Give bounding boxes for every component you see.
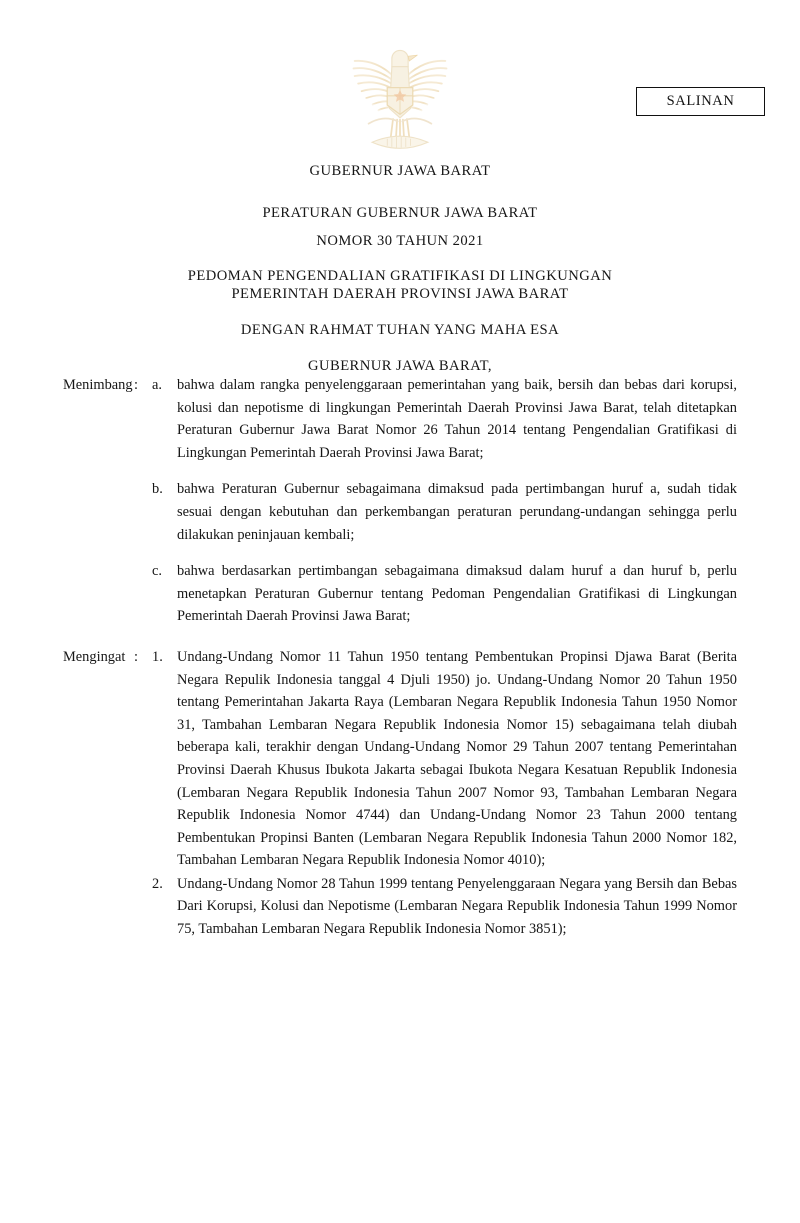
clause-item [152,646,737,872]
document-subject-line-1: PEDOMAN PENGENDALIAN GRATIFIKASI DI LINGKUNGAN [187,267,613,284]
signatory-heading: GUBERNUR JAWA BARAT, [308,357,492,374]
item-marker: b. [152,481,163,498]
clause-item [152,873,737,941]
document-type-heading: PERATURAN GUBERNUR JAWA BARAT [262,204,538,221]
clause-colon-mengingat: : [134,648,138,665]
institution-heading: GUBERNUR JAWA BARAT [309,163,491,179]
document-subject-line-2: PEMERINTAH DAERAH PROVINSI JAWA BARAT [231,286,569,303]
document-body [0,374,800,941]
blessing-line: DENGAN RAHMAT TUHAN YANG MAHA ESA [240,321,560,338]
item-text: Undang-Undang Nomor 11 Tahun 1950 tentang Pembentukan Propinsi Djawa Barat (Berita Negara Repulik Indonesia tanggal 4 Djuli 1950) jo. Undang-Undang Nomor 20 Tahun 1950 tentang Pemerintahan Jakarta Raya (Lembaran Negara Republik Indonesia Tahun 1950 Nomor 31, Tambahan Lembaran Negara Republik Indonesia Nomor 15) sebagaimana telah diubah beberapa kali, terakhir dengan Undang-Undang Nomor 29 Tahun 2007 tentang Pemerintahan Provinsi Daerah Khusus Ibukota Jakarta sebagai Ibukota Negara Kesatuan Republik Indonesia (Lembaran Negara Republik Indonesia Tahun 2007 Nomor 93, Tambahan Lembaran Negara Republik Indonesia Nomor 4744) dan Undang-Undang Nomor 23 Tahun 2000 tentang Pembentukan Propinsi Banten (Lembaran Negara Republik Indonesia Tahun 2000 Nomor 182, Tambahan Lembaran Negara Republik Indonesia Nomor 4010); [177,648,737,869]
clause-items-menimbang [152,374,800,628]
item-marker: 1. [152,648,163,665]
document-number: NOMOR 30 TAHUN 2021 [316,233,484,250]
clause-item [152,560,737,628]
item-marker: a. [152,377,162,393]
item-marker: c. [152,563,162,580]
item-text: bahwa dalam rangka penyelenggaraan pemerintahan yang baik, bersih dan bebas dari korupsi, kolusi dan nepotisme di lingkungan Pemerintah Daerah Provinsi Jawa Barat, telah ditetapkan Peraturan Gubernur Jawa Barat Nomor 26 Tahun 2014 tentang Pengendalian Gratifikasi di Lingkungan Pemerintah Daerah Provinsi Jawa Barat; [177,377,737,461]
clause-mengingat [0,646,800,941]
clause-items-mengingat [152,646,800,941]
item-marker: 2. [152,875,163,892]
clause-colon-menimbang: : [134,377,138,393]
document-title-block [0,164,800,373]
salinan-stamp-box [636,87,765,116]
clause-label-menimbang: Menimbang [63,377,133,393]
clause-item [152,478,737,546]
item-text: bahwa berdasarkan pertimbangan sebagaimana dimaksud dalam huruf a dan huruf b, perlu menetapkan Peraturan Gubernur tentang Pedoman Pengendalian Gratifikasi di Lingkungan Pemerintah Daerah Provinsi Jawa Barat; [177,563,737,625]
clause-menimbang [0,374,800,628]
clause-item [152,374,737,464]
item-text: Undang-Undang Nomor 28 Tahun 1999 tentang Penyelenggaraan Negara yang Bersih dan Bebas Dari Korupsi, Kolusi dan Nepotisme (Lembaran Negara Republik Indonesia Tahun 1999 Nomor 75, Tambahan Lembaran Negara Republik Indonesia Nomor 3851); [177,875,737,938]
garuda-pancasila-emblem [341,40,459,162]
salinan-label: SALINAN [666,93,735,109]
item-text: bahwa Peraturan Gubernur sebagaimana dimaksud pada pertimbangan huruf a, sudah tidak sesuai dengan kebutuhan dan perkembangan peraturan perundang-undangan sehingga perlu dilakukan peninjauan kembali; [177,481,737,543]
clause-label-mengingat: Mengingat [63,648,126,665]
